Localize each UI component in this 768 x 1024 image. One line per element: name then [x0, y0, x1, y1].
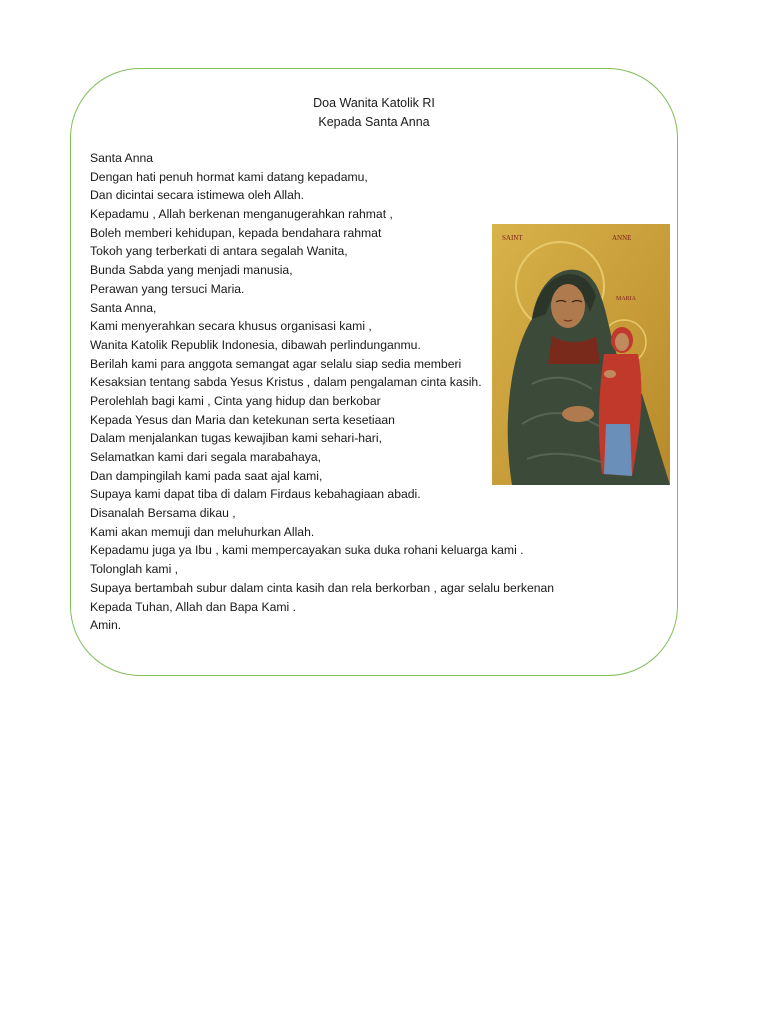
- prayer-line: Kepada Yesus dan Maria dan ketekunan serta kesetiaan: [90, 412, 395, 427]
- prayer-line: Perolehlah bagi kami , Cinta yang hidup dan berkobar: [90, 393, 381, 408]
- prayer-line: Bunda Sabda yang menjadi manusia,: [90, 263, 293, 278]
- prayer-line: Kepada Tuhan, Allah dan Bapa Kami .: [90, 599, 296, 614]
- prayer-line: Supaya kami dapat tiba di dalam Firdaus kebahagiaan abadi.: [90, 487, 421, 502]
- saint-anne-icon: [492, 224, 670, 485]
- prayer-line: Perawan yang tersuci Maria.: [90, 281, 245, 296]
- prayer-line: Boleh memberi kehidupan, kepada bendahara rahmat: [90, 225, 382, 240]
- prayer-line: Dan dicintai secara istimewa oleh Allah.: [90, 188, 305, 203]
- prayer-line: Tokoh yang terberkati di antara segalah Wanita,: [90, 244, 348, 259]
- prayer-line: Wanita Katolik Republik Indonesia, dibawah perlindunganmu.: [90, 337, 421, 352]
- prayer-line: Supaya bertambah subur dalam cinta kasih dan rela berkorban , agar selalu berkenan: [90, 580, 555, 595]
- prayer-line: Tolonglah kami ,: [90, 562, 179, 577]
- prayer-line: Selamatkan kami dari segala marabahaya,: [90, 450, 322, 464]
- inscription-right: ANNE: [612, 234, 632, 242]
- inscription-left: SAINT: [502, 234, 523, 242]
- prayer-line: Dalam menjalankan tugas kewajiban kami sehari-hari,: [90, 431, 382, 446]
- prayer-line: Amin.: [90, 618, 122, 633]
- document-subtitle: Kepada Santa Anna: [318, 115, 430, 129]
- inscription-child: MARIA: [616, 296, 637, 302]
- prayer-line: Kami menyerahkan secara khusus organisasi kami ,: [90, 319, 372, 334]
- prayer-line: Kepadamu juga ya Ibu , kami mempercayakan suka duka rohani keluarga kami .: [90, 543, 524, 558]
- prayer-line: Kepadamu , Allah berkenan menganugerahkan rahmat ,: [90, 207, 393, 222]
- prayer-line: Santa Anna,: [90, 300, 157, 315]
- prayer-line: Kami akan memuji dan meluhurkan Allah.: [90, 524, 315, 539]
- prayer-line: Dengan hati penuh hormat kami datang kepadamu,: [90, 169, 368, 184]
- prayer-line: Disanalah Bersama dikau ,: [90, 506, 236, 521]
- prayer-line: Santa Anna: [90, 151, 154, 165]
- document-title: Doa Wanita Katolik RI: [313, 96, 435, 110]
- prayer-line: Kesaksian tentang sabda Yesus Kristus , dalam pengalaman cinta kasih.: [90, 375, 482, 390]
- prayer-line: Berilah kami para anggota semangat agar selalu siap sedia memberi: [90, 356, 462, 371]
- saint-anne-icon-image: [492, 224, 670, 485]
- prayer-line: Dan dampingilah kami pada saat ajal kami,: [90, 468, 323, 483]
- child-face: [615, 333, 629, 351]
